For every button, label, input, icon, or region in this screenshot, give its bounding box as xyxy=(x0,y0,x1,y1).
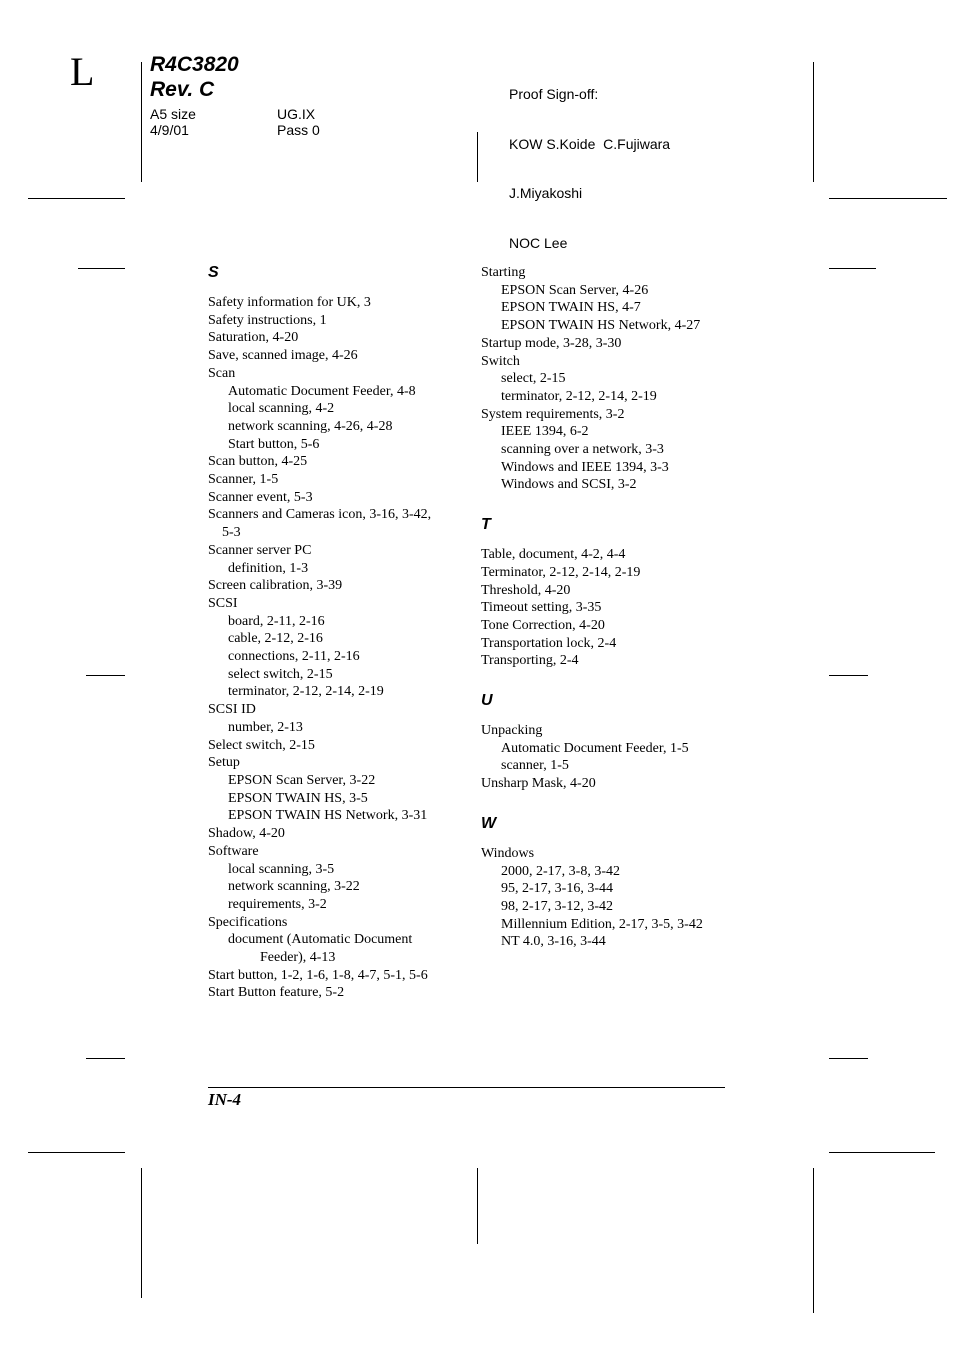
index-subentry: scanning over a network, 3-3 xyxy=(501,442,664,458)
doc-label: UG.IX xyxy=(277,106,316,122)
index-subentry: select, 2-15 xyxy=(501,371,566,387)
index-subentry: EPSON TWAIN HS, 3-5 xyxy=(228,790,368,806)
index-entry: Saturation, 4-20 xyxy=(208,330,299,346)
index-subentry: EPSON Scan Server, 3-22 xyxy=(228,772,376,788)
index-subentry: select switch, 2-15 xyxy=(228,666,333,682)
index-entry: Select switch, 2-15 xyxy=(208,737,315,753)
index-subentry: 5-3 xyxy=(222,525,241,541)
index-subentry: EPSON TWAIN HS Network, 4-27 xyxy=(501,318,701,334)
index-subentry: Start button, 5-6 xyxy=(228,436,320,452)
index-subentry: network scanning, 3-22 xyxy=(228,879,360,895)
index-subentry: definition, 1-3 xyxy=(228,560,309,576)
section-letter: U xyxy=(481,692,493,710)
index-subentry: number, 2-13 xyxy=(228,719,303,735)
footer-rule xyxy=(208,1087,725,1088)
index-subentry: network scanning, 4-26, 4-28 xyxy=(228,418,393,434)
index-entry: Software xyxy=(208,843,259,859)
index-subentry: local scanning, 4-2 xyxy=(228,401,335,417)
index-subentry: NT 4.0, 3-16, 3-44 xyxy=(501,934,606,950)
index-entry: Threshold, 4-20 xyxy=(481,582,571,598)
section-letter: W xyxy=(481,814,497,832)
index-subentry: Windows and SCSI, 3-2 xyxy=(501,477,637,493)
index-column-right xyxy=(481,264,731,951)
index-subentry: terminator, 2-12, 2-14, 2-19 xyxy=(228,684,384,700)
index-subentry: EPSON TWAIN HS, 4-7 xyxy=(501,300,641,316)
model-block xyxy=(150,52,239,102)
index-section xyxy=(481,264,731,494)
index-entry: System requirements, 3-2 xyxy=(481,406,625,422)
index-subentry: 2000, 2-17, 3-8, 3-42 xyxy=(501,863,620,879)
index-subentry: EPSON TWAIN HS Network, 3-31 xyxy=(228,808,428,824)
index-entry: Scanner, 1-5 xyxy=(208,472,279,488)
index-entry: Unpacking xyxy=(481,723,543,739)
index-subentry: Feeder), 4-13 xyxy=(260,950,336,966)
revision: Rev. C xyxy=(150,78,215,101)
index-subentry: Automatic Document Feeder, 1-5 xyxy=(501,740,689,756)
index-section xyxy=(481,516,731,670)
index-column-left xyxy=(208,264,458,1002)
proof-line: KOW S.Koide C.Fujiwara xyxy=(509,135,671,152)
model-number: R4C3820 xyxy=(150,53,239,76)
index-entry: Safety information for UK, 3 xyxy=(208,295,371,310)
index-subentry: local scanning, 3-5 xyxy=(228,861,335,877)
index-subentry: Millennium Edition, 2-17, 3-5, 3-42 xyxy=(501,916,703,932)
index-subentry: Windows and IEEE 1394, 3-3 xyxy=(501,459,669,475)
index-section xyxy=(481,692,731,793)
index-entry: Tone Correction, 4-20 xyxy=(481,617,605,633)
index-entry: SCSI xyxy=(208,595,238,611)
index-subentry: scanner, 1-5 xyxy=(501,758,569,774)
index-entry: Transportation lock, 2-4 xyxy=(481,635,617,651)
index-entry: Starting xyxy=(481,265,526,280)
index-subentry: board, 2-11, 2-16 xyxy=(228,613,325,629)
proof-line: NOC Lee xyxy=(509,234,568,251)
index-entry: Switch xyxy=(481,353,520,369)
page-number: IN-4 xyxy=(208,1090,242,1109)
index-entry: Scanners and Cameras icon, 3-16, 3-42, xyxy=(208,507,432,523)
index-subentry: 98, 2-17, 3-12, 3-42 xyxy=(501,898,613,914)
index-entry: Safety instructions, 1 xyxy=(208,312,327,328)
index-subentry: Automatic Document Feeder, 4-8 xyxy=(228,383,416,399)
proof-signoff xyxy=(509,53,670,268)
index-entry: Scanner server PC xyxy=(208,542,312,558)
index-entry: Timeout setting, 3-35 xyxy=(481,600,602,616)
index-entry: SCSI ID xyxy=(208,702,256,718)
corner-mark: L xyxy=(70,49,95,94)
index-entry: Scan xyxy=(208,365,236,381)
index-subentry: cable, 2-12, 2-16 xyxy=(228,631,323,647)
index-entry: Specifications xyxy=(208,914,288,930)
index-entry: Shadow, 4-20 xyxy=(208,826,285,842)
index-subentry: IEEE 1394, 6-2 xyxy=(501,424,589,440)
index-subentry: EPSON Scan Server, 4-26 xyxy=(501,282,649,298)
index-entry: Scanner event, 5-3 xyxy=(208,489,313,505)
index-section xyxy=(208,264,458,1002)
index-subentry: requirements, 3-2 xyxy=(228,896,327,912)
index-entry: Transporting, 2-4 xyxy=(481,653,579,669)
proof-line: Proof Sign-off: xyxy=(509,86,599,102)
index-subentry: terminator, 2-12, 2-14, 2-19 xyxy=(501,388,657,404)
index-entry: Start Button feature, 5-2 xyxy=(208,985,345,1001)
section-letter: T xyxy=(481,516,491,534)
index-entry: Scan button, 4-25 xyxy=(208,454,308,470)
index-entry: Table, document, 4-2, 4-4 xyxy=(481,547,626,563)
index-entry: Screen calibration, 3-39 xyxy=(208,578,343,594)
index-subentry: connections, 2-11, 2-16 xyxy=(228,649,360,665)
date-label: 4/9/01 xyxy=(150,122,189,138)
index-entry: Unsharp Mask, 4-20 xyxy=(481,776,596,792)
index-entry: Startup mode, 3-28, 3-30 xyxy=(481,335,622,351)
index-entry: Setup xyxy=(208,755,240,771)
index-entry: Terminator, 2-12, 2-14, 2-19 xyxy=(481,564,641,580)
size-label: A5 size xyxy=(150,106,196,122)
index-entry: Start button, 1-2, 1-6, 1-8, 4-7, 5-1, 5-6 xyxy=(208,967,428,983)
index-subentry: 95, 2-17, 3-16, 3-44 xyxy=(501,881,613,897)
pass-label: Pass 0 xyxy=(277,122,320,138)
index-section xyxy=(481,815,731,951)
index-entry: Save, scanned image, 4-26 xyxy=(208,348,358,364)
index-entry: Windows xyxy=(481,845,535,861)
index-subentry: document (Automatic Document xyxy=(228,932,413,948)
proof-line: J.Miyakoshi xyxy=(509,185,583,201)
section-letter: S xyxy=(208,264,219,281)
